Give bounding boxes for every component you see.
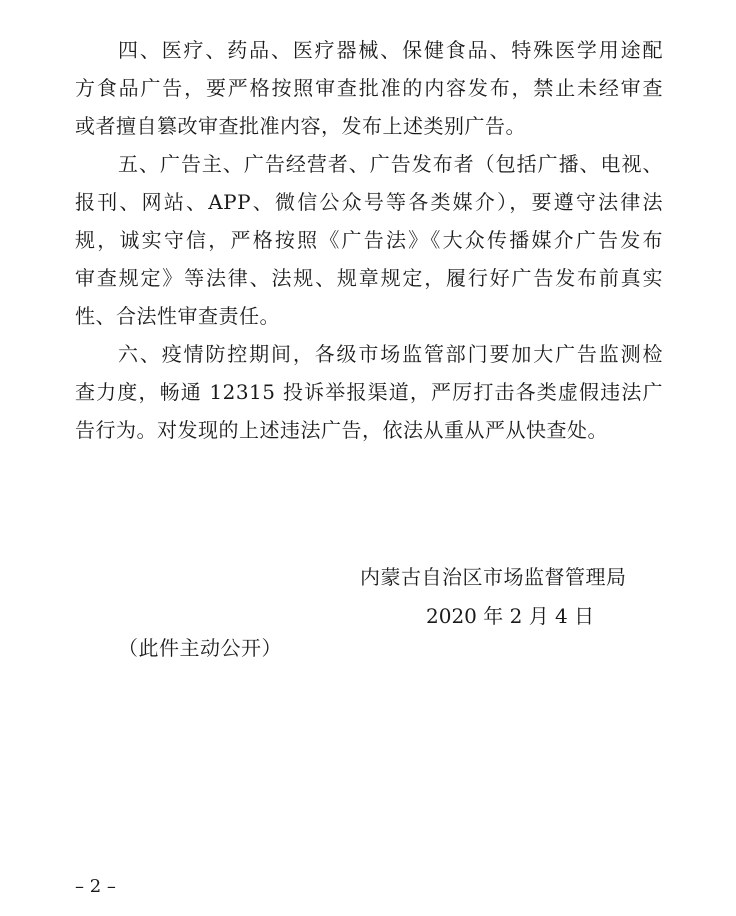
paragraph-5-line-2: 报刊、网站、APP、微信公众号等各类媒介），要遵守法律法 xyxy=(75,190,663,214)
paragraph-6-line-2: 查力度，畅通 12315 投诉举报渠道，严厉打击各类虚假违法广 xyxy=(75,380,663,404)
paragraph-6-line-3: 告行为。对发现的上述违法广告，依法从重从严从快查处。 xyxy=(75,418,608,442)
paragraph-5-line-3: 规，诚实守信，严格按照《广告法》《大众传播媒介广告发布 xyxy=(75,228,663,252)
signature-organization: 内蒙古自治区市场监督管理局 xyxy=(360,565,627,589)
paragraph-5-line-4: 审查规定》等法律、法规、规章规定，履行好广告发布前真实 xyxy=(75,266,663,290)
paragraph-4-line-2: 方食品广告，要严格按照审查批准的内容发布，禁止未经审查 xyxy=(75,76,663,100)
paragraph-5-line-5: 性、合法性审查责任。 xyxy=(75,304,280,328)
page-number: – 2 – xyxy=(75,876,116,897)
paragraph-4-line-1: 四、医疗、药品、医疗器械、保健食品、特殊医学用途配 xyxy=(118,38,663,62)
paragraph-5-line-1: 五、广告主、广告经营者、广告发布者（包括广播、电视、 xyxy=(118,152,663,176)
paragraph-4-line-3: 或者擅自篡改审查批准内容，发布上述类别广告。 xyxy=(75,114,526,138)
signature-date: 2020 年 2 月 4 日 xyxy=(426,604,595,628)
public-release-note: （此件主动公开） xyxy=(118,636,282,660)
paragraph-6-line-1: 六、疫情防控期间，各级市场监管部门要加大广告监测检 xyxy=(118,342,663,366)
